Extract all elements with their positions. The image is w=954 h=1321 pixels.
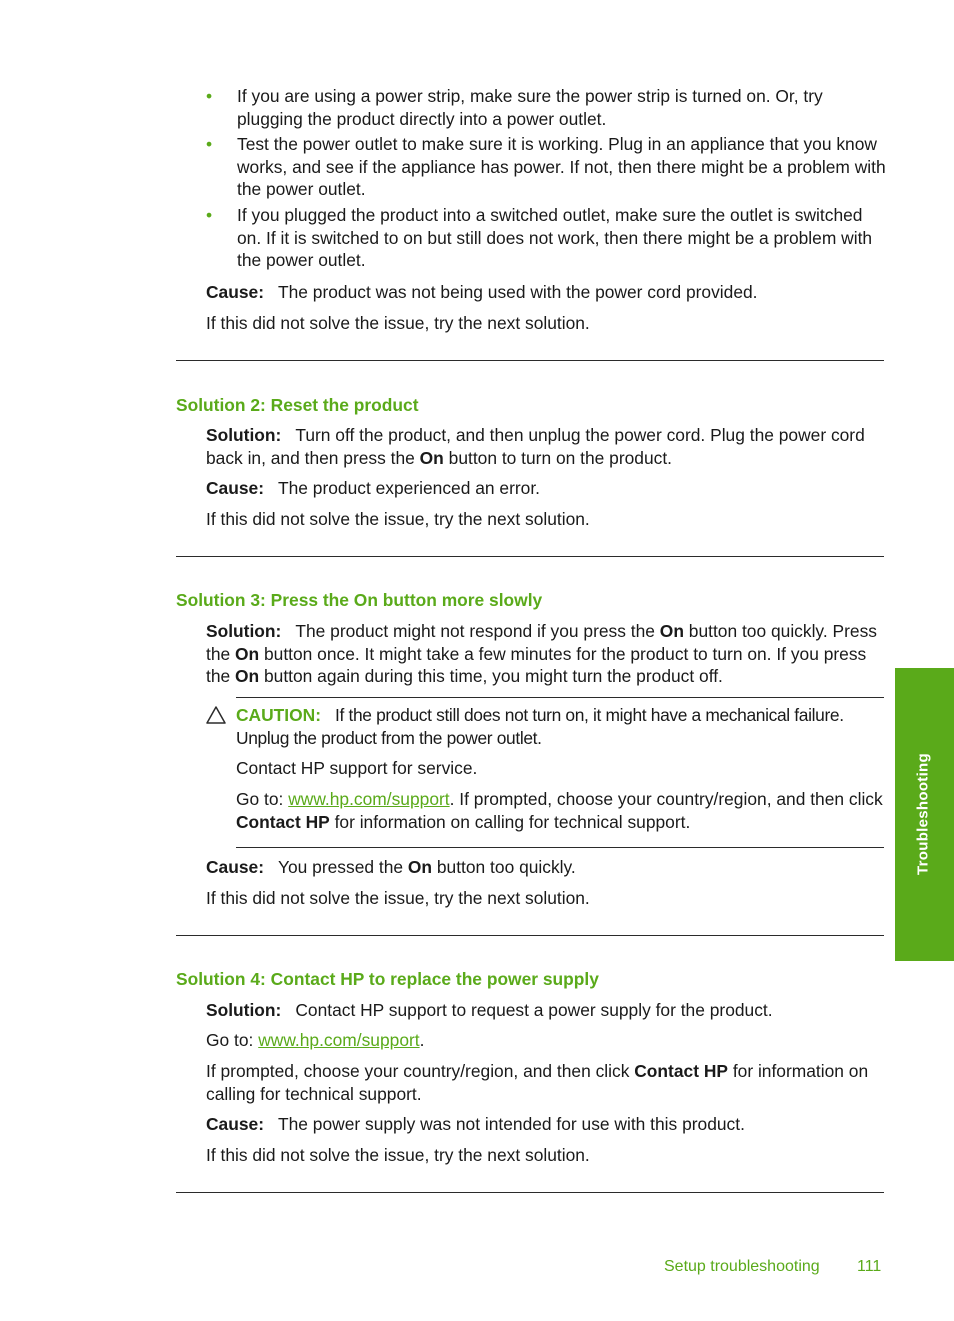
on-button-term: On <box>235 666 260 687</box>
contact-hp-term: Contact HP <box>236 811 330 832</box>
troubleshooting-side-tab <box>895 668 954 961</box>
on-button-term: On <box>659 621 684 641</box>
caution-label: CAUTION: <box>236 705 322 725</box>
section-divider <box>176 935 884 936</box>
solution2-heading: Solution 2: Reset the product <box>176 395 419 415</box>
side-tab-label: Troubleshooting <box>914 753 932 875</box>
power-check-list <box>206 85 886 275</box>
contact-support-text: Contact HP support for service. <box>236 758 478 778</box>
caution-text: If the product still does not turn on, it might have a mechanical failure. Unplug the product from the power outlet. <box>236 705 844 748</box>
list-item-text: If you are using a power strip, make sure the power strip is turned on. Or, try plugging the product directly into a power outlet. <box>237 86 823 129</box>
next-solution-note: If this did not solve the issue, try the next solution. <box>206 313 590 333</box>
bullet-icon: • <box>206 134 213 155</box>
list-item-text: If you plugged the product into a switched outlet, make sure the outlet is switched on. If it is switched to on but still does not work, then there might be a problem with the power outlet. <box>237 204 873 271</box>
solution-text: button again during this time, you might turn the product off. <box>259 666 723 687</box>
hp-support-link[interactable]: www.hp.com/support <box>288 789 450 809</box>
solution-text: button too quickly. Press the <box>206 621 877 664</box>
solution-text: The product might not respond if you press the <box>295 621 660 641</box>
section-divider <box>176 1192 884 1193</box>
goto-text: . If prompted, choose your country/region, and then click <box>449 789 883 809</box>
solution-label: Solution: <box>206 425 282 445</box>
cause-label: Cause: <box>206 857 264 877</box>
hp-support-link[interactable]: www.hp.com/support <box>258 1030 420 1050</box>
solution-label: Solution: <box>206 621 282 641</box>
solution-label: Solution: <box>206 1000 282 1020</box>
on-button-term: On <box>407 857 433 877</box>
cause-label: Cause: <box>206 282 264 302</box>
list-item <box>206 204 886 272</box>
caution-triangle-icon <box>206 706 226 724</box>
next-solution-note: If this did not solve the issue, try the next solution. <box>206 1145 590 1165</box>
next-solution-note: If this did not solve the issue, try the next solution. <box>206 509 590 529</box>
goto-prefix: Go to: <box>236 789 289 809</box>
solution-text: Contact HP support to request a power supply for the product. <box>295 1000 773 1020</box>
solution-text: Turn off the product, and then unplug the power cord. Plug the power cord back in, and then press the <box>206 425 865 468</box>
prompt-text: If prompted, choose your country/region, and then click <box>206 1061 635 1081</box>
cause-text: button too quickly. <box>432 857 576 877</box>
contact-hp-term: Contact HP <box>634 1061 728 1081</box>
solution-text: button to turn on the product. <box>443 447 672 468</box>
solution3-cause <box>206 856 886 879</box>
caution-note <box>236 704 886 749</box>
cause-text: The product experienced an error. <box>278 478 540 498</box>
cause-text: The power supply was not intended for use with this product. <box>278 1114 745 1134</box>
on-button-term: On <box>235 643 260 664</box>
goto-support-text <box>236 788 886 833</box>
solution3-heading: Solution 3: Press the On button more slowly <box>176 590 543 610</box>
goto-text: . <box>419 1030 425 1050</box>
next-solution-note: If this did not solve the issue, try the next solution. <box>206 888 590 908</box>
solution2-cause <box>206 477 886 500</box>
solution-text: button once. It might take a few minutes for the product to turn on. If you press the <box>206 643 867 687</box>
bullet-icon: • <box>206 86 213 106</box>
section-divider <box>176 360 884 361</box>
section1-cause <box>206 281 886 304</box>
cause-text: The product was not being used with the power cord provided. <box>278 282 758 302</box>
caution-bottom-rule <box>236 847 884 848</box>
page-number: 111 <box>857 1258 882 1275</box>
list-item <box>206 85 886 130</box>
caution-top-rule <box>236 697 884 698</box>
footer-section-name: Setup troubleshooting <box>664 1258 820 1275</box>
prompt-text: for information on calling for technical support. <box>206 1061 869 1104</box>
contact-prompt-text <box>206 1060 886 1105</box>
solution4-cause <box>206 1113 886 1136</box>
section-divider <box>176 556 884 557</box>
cause-text: You pressed the <box>278 857 408 877</box>
solution4-heading: Solution 4: Contact HP to replace the power supply <box>176 969 599 989</box>
solution3-text <box>206 620 886 688</box>
list-item-text: Test the power outlet to make sure it is working. Plug in an appliance that you know works, and see if the appliance has power. If not, then there might be a problem with the power outlet. <box>237 134 886 200</box>
cause-label: Cause: <box>206 478 264 498</box>
bullet-icon: • <box>206 204 213 225</box>
solution4-text <box>206 999 886 1022</box>
goto-prefix: Go to: <box>206 1030 259 1050</box>
cause-label: Cause: <box>206 1114 264 1134</box>
list-item <box>206 133 886 201</box>
goto-text: for information on calling for technical support. <box>329 811 691 832</box>
goto-support-text <box>206 1029 886 1052</box>
solution2-text <box>206 424 886 469</box>
on-button-term: On <box>419 447 444 468</box>
